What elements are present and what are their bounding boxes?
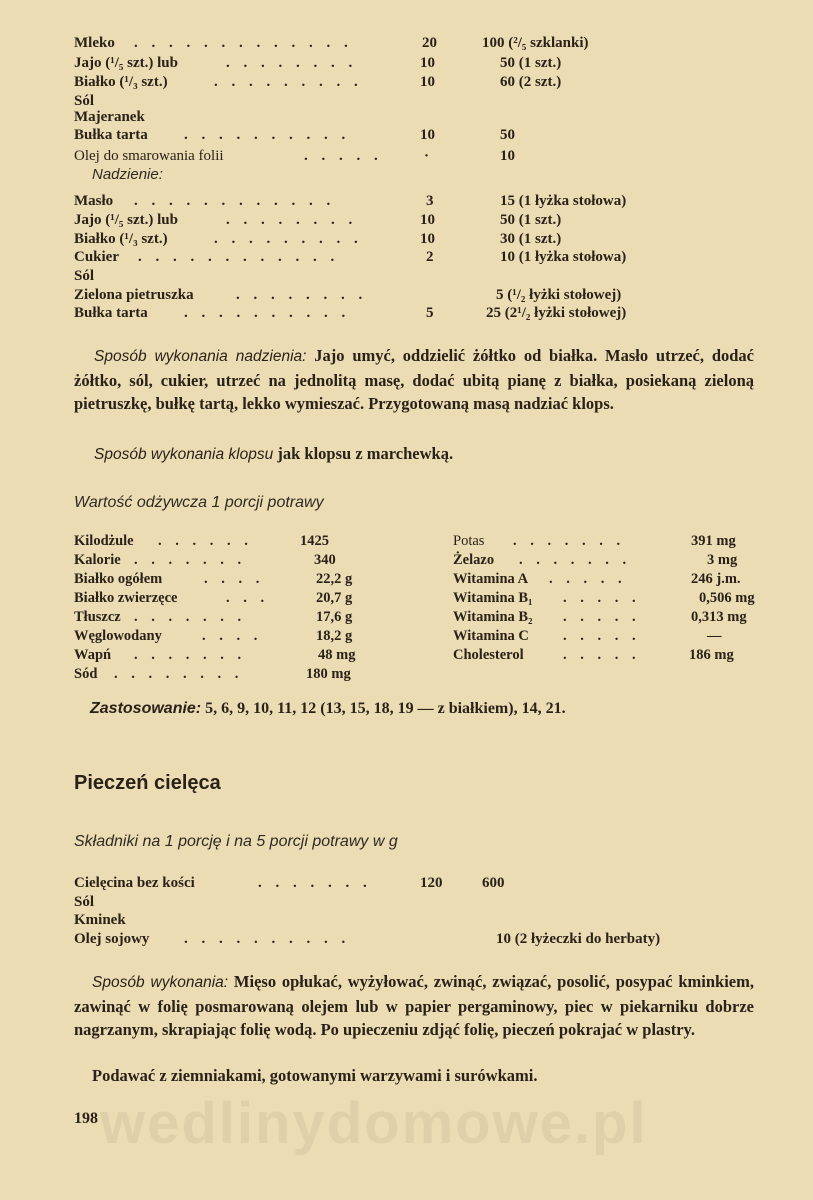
filling-method-paragraph: Sposób wykonania nadzienia: Jajo umyć, oddzielić żółtko od białka. Masło utrzeć, dodać żółtko, sól, cukier, utrzeć na jednolitą masę, dodać ubitą pianę z białka, posiekaną zieloną pietruszkę, bułkę tartą, lekko wymieszać. Przygotowaną masą nadziać klops. <box>74 346 754 413</box>
nutrition-row: Witamina A . . . . . 246 j.m. <box>453 571 741 587</box>
nutrition-row: Witamina B₁ . . . . . 0,506 mg <box>453 590 755 606</box>
nutrition-row: Kalorie . . . . . . . 340 <box>74 552 336 568</box>
nutrition-row: Białko ogółem . . . . 22,2 g <box>74 571 353 587</box>
nutrition-row: Witamina B₂ . . . . . 0,313 mg <box>453 609 747 625</box>
nutrition-row: Węglowodany . . . . 18,2 g <box>74 628 353 644</box>
nutrition-row: Białko zwierzęce . . . 20,7 g <box>74 590 353 606</box>
usage-line: Zastosowanie: 5, 6, 9, 10, 11, 12 (13, 15, 18, 19 — z białkiem), 14, 21. <box>90 700 566 717</box>
klops-method-paragraph: Sposób wykonania klopsu jak klopsu z marchewką. <box>94 444 454 463</box>
recipe-method-paragraph: Sposób wykonania: Mięso opłukać, wyżyłować, zwinąć, związać, posolić, posypać kminkiem, zawinąć w folię posmarowaną olejem lub w papier pergaminowy, piec w piekarniku dobrze nagrzanym, skrapiając folię wodą. Po upieczeniu zdjąć folię, pieczeń pokrajać w plastry. <box>74 972 754 1039</box>
watermark: wedlinydomowe.pl <box>100 1091 648 1156</box>
nutrition-row: Sód . . . . . . . . 180 mg <box>74 666 351 682</box>
recipe-subtitle: Składniki na 1 porcję i na 5 porcji potrawy w g <box>74 833 398 850</box>
recipe-serving-paragraph: Podawać z ziemniakami, gotowanymi warzywami i surówkami. <box>92 1066 538 1085</box>
nutrition-title: Wartość odżywcza 1 porcji potrawy <box>74 494 324 511</box>
nutrition-row: Cholesterol . . . . . 186 mg <box>453 647 734 663</box>
filling-subtitle: Nadzienie: <box>92 166 163 183</box>
nutrition-row: Kilodżule . . . . . . 1425 <box>74 533 329 549</box>
nutrition-row: Wapń . . . . . . . 48 mg <box>74 647 356 663</box>
nutrition-row: Witamina C . . . . . — <box>453 628 722 644</box>
nutrition-row: Tłuszcz . . . . . . . 17,6 g <box>74 609 353 625</box>
cookbook-page: Mleko . . . . . . . . . . . . . 20 100 (²/₅ szklanki) Jajo (¹/₅ szt.) lub . . . . . . . . 10 50 (1 szt.) Białko (¹/₃ szt.) . . . . . . . . . 10 60 (2 szt.) Sól Majeranek Bułka tarta . . . . . . . . . . 10 50 Olej do smarowania folii . . . . . · 10 Nadzienie: Masło . . . . . . . . . . . . 3 15 (1 łyżka stołowa) Jajo (¹/₅ szt.) lub . . . . . . . . 10 50 (1 szt.) Białko (¹/₃ szt.) . . . . . . . . . 10 30 (1 szt.) Cukier . . . . . . . . . . . . 2 10 (1 łyżka stołowa) Sól Zielona pietruszka . . . . . . . . 5 (¹/₂ łyżki stołowej) Bułka tarta . . . . . . . . . . 5 25 (2¹/₂ łyżki stołowej) Sposób wykonania nadzienia: Jajo umyć, oddzielić żółtko od białka. Masło utrzeć, dodać żółtko, sól, cukier, utrzeć na jednolitą masę, dodać ubitą pianę z białka, posiekaną zieloną pietruszkę, bułkę tartą, lekko wymieszać. Przygotowaną masą nadziać klops. Sposób wykonania klopsu jak klopsu z marchewką. Wartość odżywcza 1 porcji potrawy Kilodżule . . . . . . 1425 Kalorie . . . . . . . 340 Białko ogółem . . . . 22,2 g Białko zwierzęce . . . 20,7 g Tłuszcz . . . . . . . 17,6 g Węglowodany . . . . 18,2 g Wapń . . . . . . . 48 mg Sód . . . . . . . . 180 mg Potas . . . . . . . 391 mg Żelazo . . . . . . . 3 mg Witamina A . . . . . 246 j.m. Witamina B₁ . . . . . 0,506 mg Witamina B₂ . . . . . 0,313 mg Witamina C . . . . . — Cholesterol . . . . . 186 mg Zastosowanie: 5, 6, 9, 10, 11, 12 (13, 15, 18, 19 — z białkiem), 14, 21. Pieczeń cielęca Składniki na 1 porcję i na 5 porcji potrawy w g Cielęcina bez kości . . . . . . . 120 600 Sól Kminek Olej sojowy . . . . . . . . . . 10 (2 łyżeczki do herbaty) Sposób wykonania: Mięso opłukać, wyżyłować, zwinąć, związać, posolić, posypać kminkiem, zawinąć w folię posmarowaną olejem lub w papier pergaminowy, piec w piekarniku dobrze nagrzanym, skrapiając folię wodą. Po upieczeniu zdjąć folię, pieczeń pokrajać w plastry. Podawać z ziemniakami, gotowanymi warzywami i surówkami. wedlinydomowe.pl 198 <box>0 0 813 1200</box>
nutrition-row: Żelazo . . . . . . . 3 mg <box>453 552 738 568</box>
nutrition-row: Potas . . . . . . . 391 mg <box>453 533 736 549</box>
recipe-title: Pieczeń cielęca <box>74 772 221 794</box>
page-number: 198 <box>74 1110 98 1127</box>
